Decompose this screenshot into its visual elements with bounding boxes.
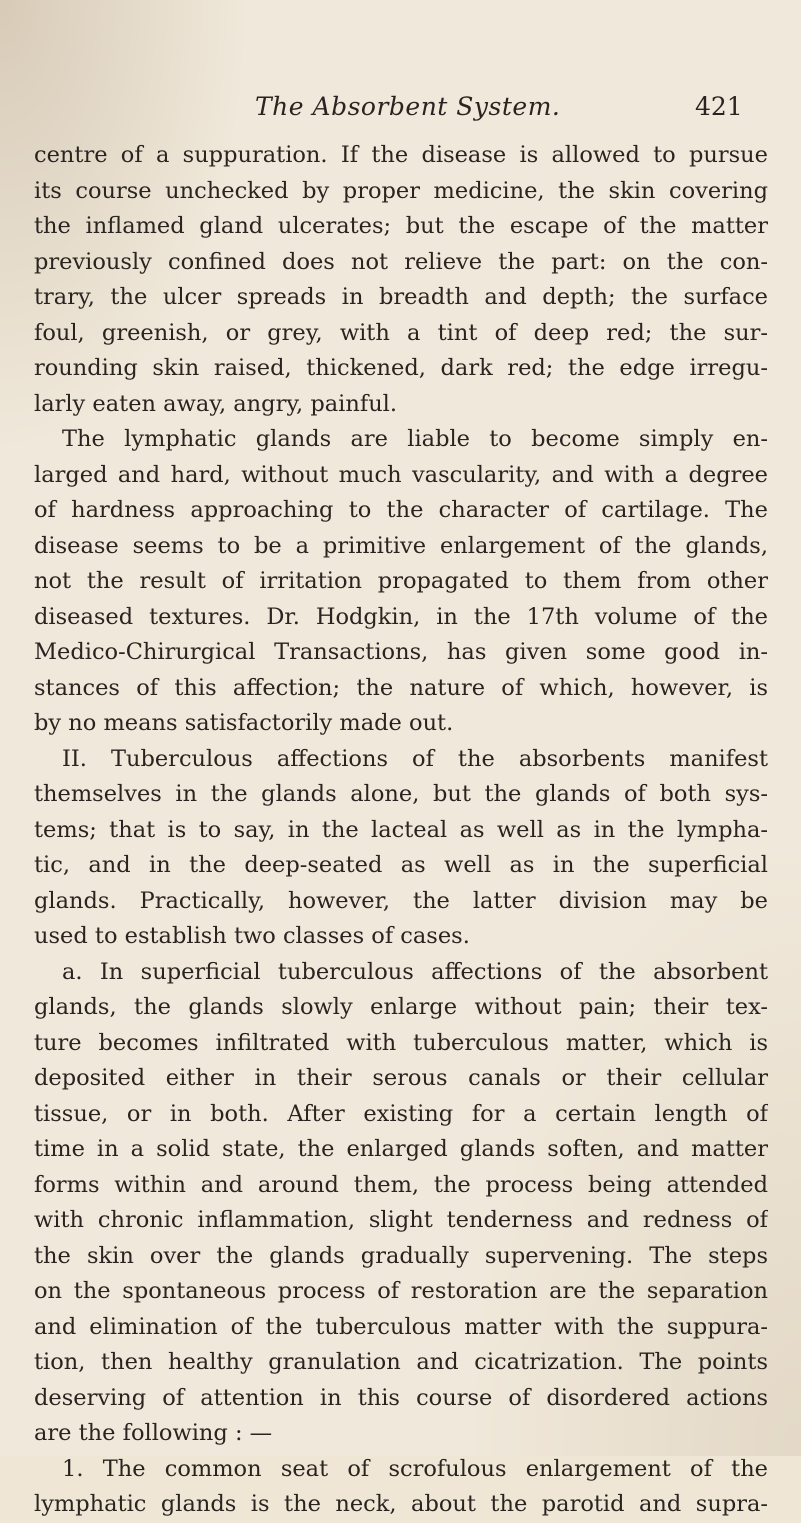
running-title: The Absorbent System. — [255, 92, 561, 121]
text-line: not the result of irritation propagated to them from other — [34, 568, 768, 594]
text-line: diseased textures. Dr. Hodgkin, in the 17th volume of the — [34, 603, 768, 630]
text-line: 1. The common seat of scrofulous enlargement of the — [62, 1455, 768, 1482]
text-line: tissue, or in both. After existing for a certain length of — [34, 1100, 768, 1127]
text-line: by no means satisfactorily made out. — [34, 710, 454, 736]
text-line: the inflamed gland ulcerates; but the escape of the matter — [34, 213, 768, 239]
text-line: The lymphatic glands are liable to become simply en- — [62, 426, 768, 452]
text-line: centre of a suppuration. If the disease is allowed to pursue — [34, 142, 768, 168]
text-line: rounding skin raised, thickened, dark red; the edge irregu- — [34, 355, 768, 381]
text-line: larly eaten away, angry, painful. — [34, 390, 398, 417]
text-line: glands. Practically, however, the latter division may be — [34, 887, 768, 914]
text-line: of hardness approaching to the character of cartilage. The — [34, 497, 768, 523]
text-line: previously confined does not relieve the part: on the con- — [34, 248, 768, 275]
text-line: II. Tuberculous affections of the absorbents manifest — [62, 745, 768, 772]
text-line: stances of this affection; the nature of which, however, is — [34, 674, 768, 701]
text-line: forms within and around them, the process being attended — [34, 1171, 768, 1198]
text-line: tic, and in the deep-seated as well as in the superficial — [34, 852, 768, 878]
text-line: with chronic inflammation, slight tenderness and redness of — [34, 1207, 768, 1233]
text-line: trary, the ulcer spreads in breadth and depth; the surface — [34, 284, 768, 310]
text-line: a. In superficial tuberculous affections of the absorbent — [62, 958, 768, 985]
text-line: time in a solid state, the enlarged glands soften, and matter — [34, 1136, 768, 1162]
page-number: 421 — [695, 92, 743, 121]
text-line: on the spontaneous process of restoration are the separation — [34, 1278, 768, 1304]
text-line: disease seems to be a primitive enlargement of the glands, — [34, 532, 768, 559]
text-line: deserving of attention in this course of disordered actions — [34, 1384, 768, 1411]
text-line: are the following : — — [34, 1420, 273, 1446]
body-text — [34, 138, 768, 1523]
text-line: tion, then healthy granulation and cicatrization. The points — [34, 1349, 768, 1375]
text-line: deposited either in their serous canals or their cellular — [34, 1065, 768, 1091]
text-line: the skin over the glands gradually supervening. The steps — [34, 1242, 768, 1269]
page-header — [0, 92, 801, 132]
text-line: themselves in the glands alone, but the glands of both sys- — [34, 781, 768, 807]
text-line: ture becomes infiltrated with tuberculous matter, which is — [34, 1029, 768, 1056]
text-line: and elimination of the tuberculous matter with the suppura- — [34, 1313, 768, 1340]
text-line: lymphatic glands is the neck, about the parotid and supra- — [34, 1491, 768, 1517]
text-line: tems; that is to say, in the lacteal as well as in the lympha- — [34, 816, 768, 843]
text-line: glands, the glands slowly enlarge without pain; their tex- — [34, 994, 768, 1020]
text-line: Medico-Chirurgical Transactions, has given some good in- — [34, 639, 768, 665]
text-line: larged and hard, without much vascularity, and with a degree — [34, 461, 768, 488]
text-line: used to establish two classes of cases. — [34, 923, 470, 949]
text-line: foul, greenish, or grey, with a tint of deep red; the sur- — [34, 319, 768, 346]
text-line: its course unchecked by proper medicine, the skin covering — [34, 177, 768, 204]
